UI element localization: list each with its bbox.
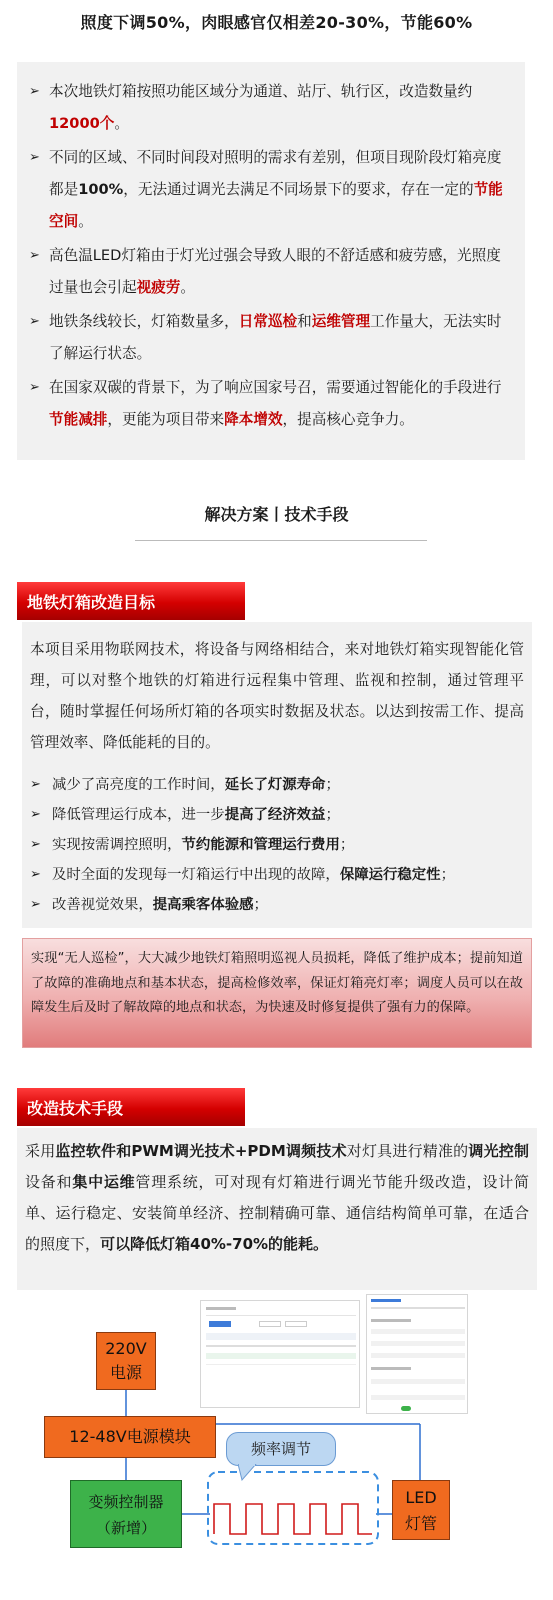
- solution-title: 解决方案丨技术手段: [204, 505, 349, 524]
- highlight-bold-text: 100%: [78, 181, 124, 198]
- benefit-end-punct: ；: [325, 777, 340, 793]
- text-segment: 不同的区域、不同时间段对照明的需求有差别，但项目现阶段灯箱亮度都是: [49, 149, 502, 198]
- benefit-end-punct: ；: [440, 867, 455, 883]
- issue-item: [29, 240, 511, 304]
- benefit-end-punct: ；: [339, 837, 355, 853]
- goal-benefit-list: [30, 770, 524, 920]
- benefit-text: [52, 890, 268, 920]
- benefit-item: [30, 830, 524, 860]
- section-header-tech: 改造技术手段: [17, 1088, 245, 1126]
- arrow-bullet-icon: ➢: [30, 807, 41, 822]
- text-segment: 本次地铁灯箱按照功能区域分为通道、站厅、轨行区，改造数量约: [49, 83, 473, 100]
- tech-description: [25, 1136, 529, 1260]
- highlight-red-text: 节能空间: [49, 181, 503, 230]
- frequency-callout-label: 频率调节: [250, 1440, 311, 1458]
- power-220v-sublabel: 电源: [109, 1363, 142, 1382]
- benefit-bold-text: 保障运行稳定性: [339, 867, 441, 883]
- benefit-text: [52, 770, 340, 800]
- issue-text: [49, 240, 511, 304]
- power-module-label: 12-48V电源模块: [69, 1427, 191, 1446]
- highlight-bold-text: 集中运维: [72, 1173, 136, 1191]
- system-diagram: [0, 1292, 553, 1600]
- arrow-bullet-icon: ➢: [29, 84, 40, 99]
- highlight-bold-text: 可以降低灯箱40%-70%的能耗。: [100, 1235, 329, 1253]
- arrow-bullet-icon: ➢: [30, 837, 41, 852]
- benefit-item: [30, 860, 524, 890]
- benefit-bold-text: 提高了经济效益: [224, 807, 326, 823]
- wave-dashed-frame: [208, 1472, 378, 1544]
- text-segment: 在国家双碳的背景下，为了响应国家号召，需要通过智能化的手段进行: [49, 379, 502, 396]
- frequency-callout: [226, 1432, 336, 1466]
- text-segment: 工作量大，无法实时了解运行状态。: [49, 313, 502, 362]
- callout-pointer: [238, 1464, 268, 1484]
- issue-item: [29, 142, 511, 238]
- power-module-box: [44, 1416, 216, 1458]
- text-segment: 地铁条线较长，灯箱数量多，: [49, 313, 239, 330]
- goal-note-text: 实现“无人巡检”，大大减少地铁灯箱照明巡视人员损耗，降低了维护成本；提前知道了故障的准确地点和基本状态，提高检修效率，保证灯箱亮灯率；调度人员可以在故障发生后及时了解故障的地点和状态，为快速及时修复提供了强有力的保障。: [31, 951, 523, 1015]
- pwm-wave: [214, 1504, 372, 1534]
- benefit-plain-text: 减少了高亮度的工作时间，: [52, 777, 225, 793]
- issues-panel: [17, 62, 525, 460]
- benefit-text: [52, 860, 455, 890]
- benefit-text: [52, 800, 340, 830]
- highlight-red-text: 12000个: [49, 115, 115, 132]
- highlight-red-text: 降本增效: [224, 411, 283, 428]
- benefit-end-punct: ；: [253, 897, 268, 913]
- highlight-bold-text: 监控软件和PWM调光技术+PDM调频技术: [55, 1142, 347, 1160]
- benefit-item: [30, 800, 524, 830]
- text-segment: 和: [297, 313, 312, 330]
- tech-panel: [17, 1128, 537, 1290]
- title-divider: [135, 540, 427, 541]
- text-segment: ，提高核心竞争力。: [282, 411, 414, 428]
- led-tube-box: [392, 1480, 450, 1540]
- benefit-text: [52, 830, 354, 860]
- power-220v-box: [96, 1332, 156, 1390]
- text-segment: 高色温LED灯箱由于灯光过强会导致人眼的不舒适感和疲劳感，光照度过量也会引起: [49, 247, 501, 296]
- text-segment: 管理系统，可对现有灯箱进行调光节能升级改造，设计简单、运行稳定、安装简单经济、控制精确可靠、通信结构简单可靠，在适合的照度下，: [25, 1173, 529, 1253]
- text-segment: 设备和: [25, 1173, 73, 1191]
- text-segment: 。: [78, 213, 93, 230]
- benefit-plain-text: 改善视觉效果，: [52, 897, 153, 913]
- arrow-bullet-icon: ➢: [30, 897, 41, 912]
- text-segment: 采用: [25, 1142, 56, 1160]
- issue-item: [29, 76, 511, 140]
- arrow-bullet-icon: ➢: [29, 314, 40, 329]
- text-segment: ，更能为项目带来: [107, 411, 225, 428]
- text-segment: 。: [180, 279, 195, 296]
- goal-panel: [22, 622, 532, 928]
- controller-label: 变频控制器: [88, 1493, 164, 1511]
- text-segment: 。: [114, 115, 129, 132]
- top-summary-line: 照度下调50%，肉眼感官仅相差20-30%，节能60%: [80, 13, 473, 32]
- arrow-bullet-icon: ➢: [30, 867, 41, 882]
- led-sublabel: 灯管: [404, 1514, 437, 1533]
- issue-text: [49, 76, 511, 140]
- highlight-bold-text: 调光控制: [468, 1142, 529, 1160]
- arrow-bullet-icon: ➢: [29, 248, 40, 263]
- led-label: LED: [405, 1488, 437, 1507]
- benefit-bold-text: 节约能源和管理运行费用: [181, 837, 340, 853]
- benefit-end-punct: ；: [325, 807, 340, 823]
- highlight-red-text: 运维管理: [311, 313, 371, 330]
- benefit-plain-text: 实现按需调控照明，: [52, 837, 182, 853]
- goal-note-box: [22, 938, 532, 1048]
- highlight-red-text: 视疲劳: [136, 279, 181, 296]
- arrow-bullet-icon: ➢: [29, 150, 40, 165]
- benefit-plain-text: 及时全面的发现每一灯箱运行中出现的故障，: [52, 867, 340, 883]
- issue-text: [49, 142, 511, 238]
- issue-item: [29, 372, 511, 436]
- benefit-plain-text: 降低管理运行成本，进一步: [52, 807, 225, 823]
- benefit-bold-text: 延长了灯源寿命: [224, 777, 326, 793]
- text-segment: ，无法通过调光去满足不同场景下的要求，存在一定的: [123, 181, 474, 198]
- issue-item: [29, 306, 511, 370]
- highlight-red-text: 节能减排: [49, 411, 108, 428]
- arrow-bullet-icon: ➢: [29, 380, 40, 395]
- benefit-bold-text: 提高乘客体验感: [152, 897, 254, 913]
- text-segment: 对灯具进行精准的: [346, 1142, 469, 1160]
- controller-sublabel: （新增）: [95, 1519, 156, 1537]
- arrow-bullet-icon: ➢: [30, 777, 41, 792]
- issue-text: [49, 372, 511, 436]
- section-header-goal: 地铁灯箱改造目标: [17, 582, 245, 620]
- highlight-red-text: 日常巡检: [238, 313, 298, 330]
- benefit-item: [30, 770, 524, 800]
- benefit-item: [30, 890, 524, 920]
- goal-intro: 本项目采用物联网技术，将设备与网络相结合，来对地铁灯箱实现智能化管理，可以对整个地铁的灯箱进行远程集中管理、监视和控制，通过管理平台，随时掌握任何场所灯箱的各项实时数据及状态。以达到按需工作、提高管理效率、降低能耗的目的。: [30, 641, 524, 751]
- frequency-controller-box: [70, 1480, 182, 1548]
- issue-text: [49, 306, 511, 370]
- power-220v-label: 220V: [105, 1339, 147, 1358]
